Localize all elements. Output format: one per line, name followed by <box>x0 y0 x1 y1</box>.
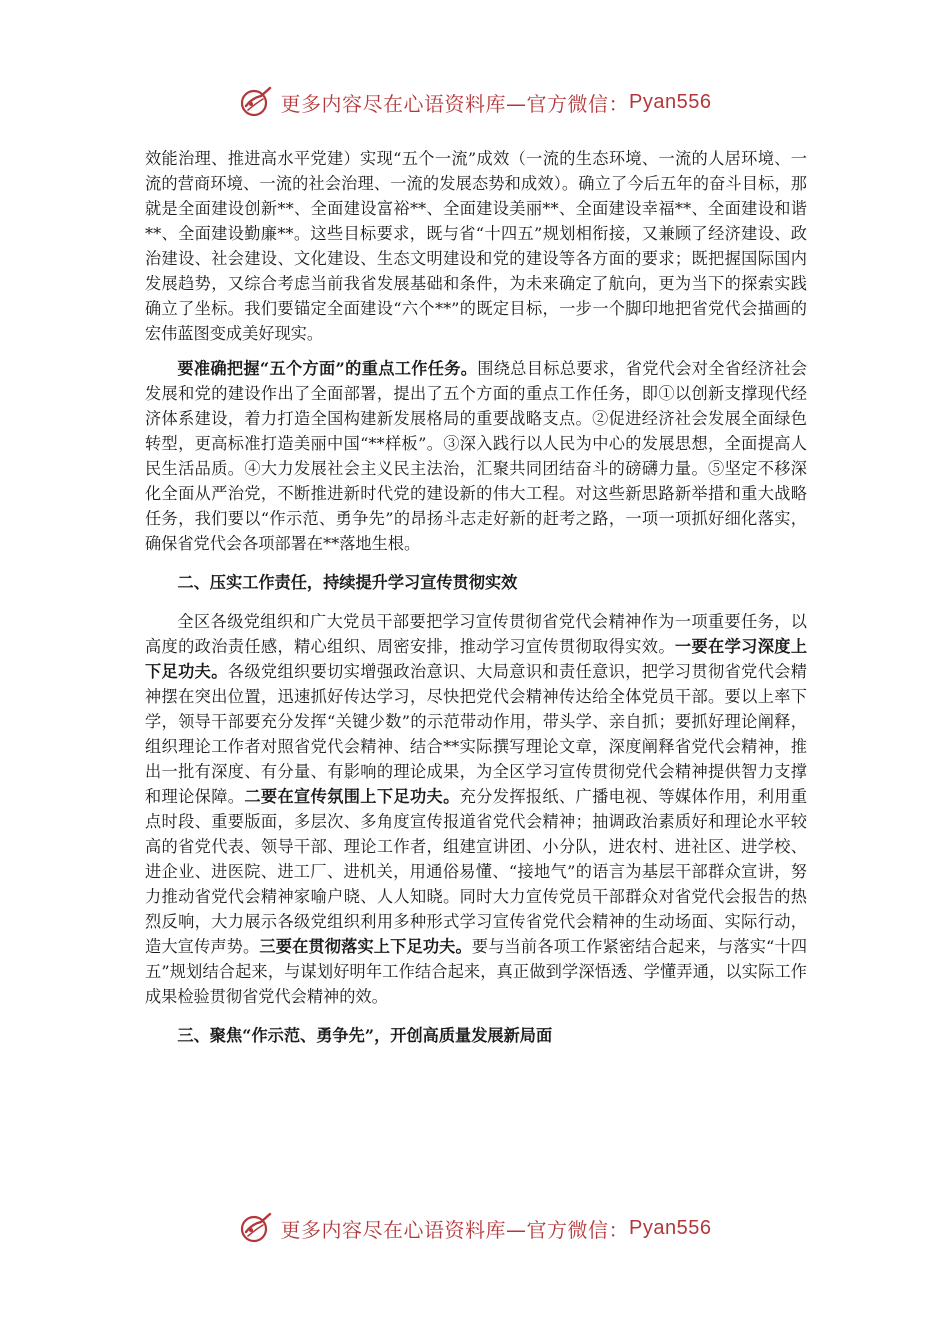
section-heading-3: 三、聚焦“作示范、勇争先”，开创高质量发展新局面 <box>177 1026 553 1045</box>
section-heading-2: 二、压实工作责任，持续提升学习宣传贯彻实效 <box>177 573 518 592</box>
footer-wechat-id: Pyan556 <box>629 1216 712 1239</box>
point-three-text: 要与当前各项工作紧密结合起来，与落实“十四五”规划结合起来，与谋划好明年工作结合起来，真正做到学深悟透、学懂弄通，以实际工作成果检验贯彻省党代会精神的效。 <box>145 937 808 1006</box>
header-wechat-id: Pyan556 <box>629 90 712 113</box>
point-two-heading: 二要在宣传氛围上下足功夫。 <box>244 787 460 806</box>
point-three-heading: 三要在贯彻落实上下足功夫。 <box>259 937 472 956</box>
point-two-text: 充分发挥报纸、广播电视、等媒体作用，利用重点时段、重要版面，多层次、多角度宣传报道省党代会精神；抽调政治素质好和理论水平较高的省党代表、领导干部、理论工作者，组建宣讲团、小分队，进农村、进社区、进学校、进企业、进医院、进工厂、进机关，用通俗易懂、“接地气”的语言为基层干部群众宣讲，努力推动省党代会精神家喻户晓、人人知晓。同时大力宣传党员干部群众对省党代会报告的热烈反响，大力展示各级党组织利用多种形式学习宣传省党代会精神的生动场面、实际行动，造大宣传声势。 <box>145 787 808 956</box>
header-banner-text: 更多内容尽在心语资料库—官方微信： <box>280 91 630 116</box>
point-one-heading: 一要在学习深度上下足功夫。 <box>145 637 808 681</box>
pen-logo-icon <box>239 84 275 120</box>
document-body <box>145 146 807 1048</box>
paragraph-five-aspects <box>145 356 807 556</box>
paragraph-five-aspects-text: 围绕总目标总要求，省党代会对全省经济社会发展和党的建设作出了全面部署，提出了五个方面的重点工作任务，即①以创新支撑现代经济体系建设，着力打造全国构建新发展格局的重要战略支点。②促进经济社会发展全面绿色转型，更高标准打造美丽中国“**样板”。③深入践行以人民为中心的发展思想，全面提高人民生活品质。④大力发展社会主义民主法治，汇聚共同团结奋斗的磅礴力量。⑤坚定不移深化全面从严治党，不断推进新时代党的建设新的伟大工程。对这些新思路新举措和重大战略任务，我们要以“作示范、勇争先”的昂扬斗志走好新的赶考之路，一项一项抓好细化落实，确保省党代会各项部署在**落地生根。 <box>145 359 808 553</box>
paragraph-five-aspects-lead: 要准确把握“五个方面”的重点工作任务。 <box>177 359 478 378</box>
paragraph-goals: 效能治理、推进高水平党建）实现“五个一流”成效（一流的生态环境、一流的人居环境、一流的营商环境、一流的社会治理、一流的发展态势和成效）。确立了今后五年的奋斗目标，那就是全面建设创新**、全面建设富裕**、全面建设美丽**、全面建设幸福**、全面建设和谐**、全面建设勤廉**。这些目标要求，既与省“十四五”规划相衔接，又兼顾了经济建设、政治建设、社会建设、文化建设、生态文明建设和党的建设等各方面的要求；既把握国际国内发展趋势，又综合考虑当前我省发展基础和条件，为未来确定了航向，更为当下的探索实践确立了坐标。我们要锚定全面建设“六个**”的既定目标，一步一个脚印地把省党代会描画的宏伟蓝图变成美好现实。 <box>145 149 807 343</box>
header-banner <box>0 82 950 122</box>
pen-logo-icon <box>239 1210 275 1246</box>
paragraph-responsibility <box>145 609 807 1009</box>
footer-banner-text: 更多内容尽在心语资料库—官方微信： <box>280 1217 630 1242</box>
paragraph-responsibility-intro: 全区各级党组织和广大党员干部要把学习宣传贯彻省党代会精神作为一项重要任务，以高度的政治责任感，精心组织、周密安排，推动学习宣传贯彻取得实效。 <box>145 612 807 656</box>
point-one-text: 各级党组织要切实增强政治意识、大局意识和责任意识，把学习贯彻省党代会精神摆在突出位置，迅速抓好传达学习，尽快把党代会精神传达给全体党员干部。要以上率下学，领导干部要充分发挥“关键少数”的示范带动作用，带头学、亲自抓；要抓好理论阐释，组织理论工作者对照省党代会精神、结合**实际撰写理论文章，深度阐释省党代会精神，推出一批有深度、有分量、有影响的理论成果，为全区学习宣传贯彻党代会精神提供智力支撑和理论保障。 <box>145 662 807 806</box>
footer-banner <box>0 1208 950 1248</box>
